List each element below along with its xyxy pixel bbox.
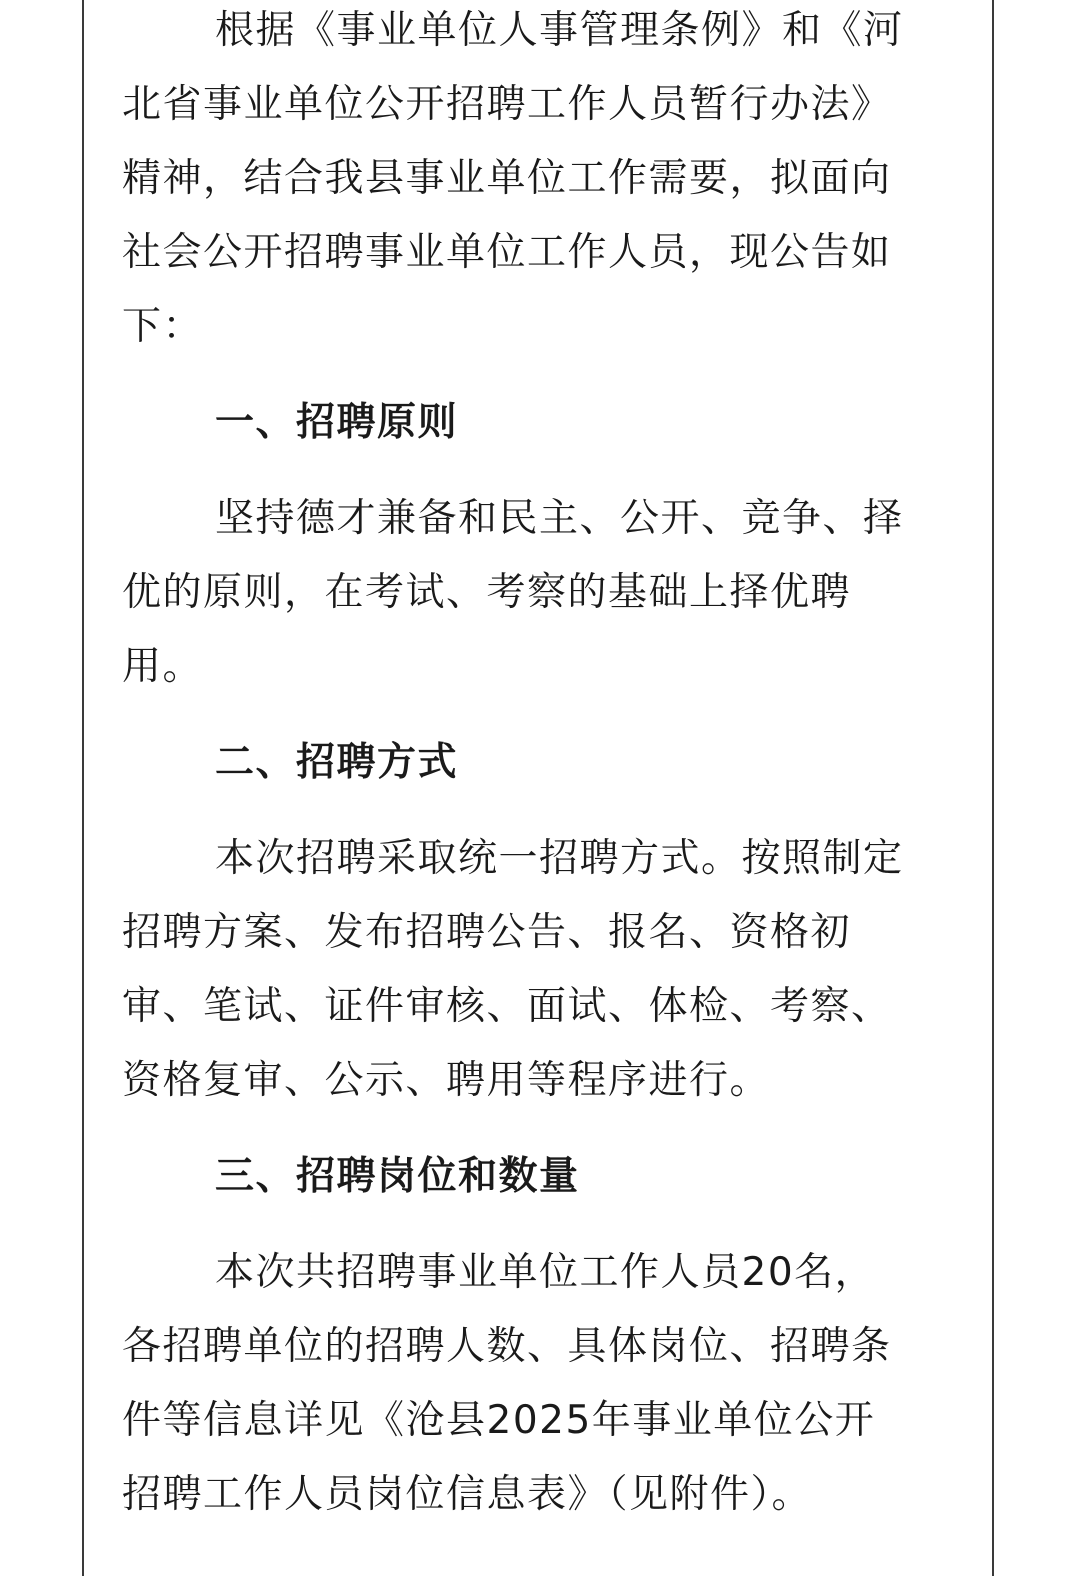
document-body (122, 0, 952, 1532)
section1-heading: 一、招聘原则 (215, 400, 459, 445)
section3-paragraph (122, 1236, 952, 1532)
section2-line-1: 本次招聘采取统一招聘方式。按照制定 (215, 836, 904, 881)
section1-paragraph (122, 482, 952, 704)
section3-line-3: 件等信息详见《沧县2025年事业单位公开 (122, 1398, 876, 1443)
section3-line-4: 招聘工作人员岗位信息表》（见附件）。 (122, 1472, 813, 1517)
section3-line-2: 各招聘单位的招聘人数、具体岗位、招聘条 (122, 1324, 892, 1369)
intro-line-5: 下： (122, 304, 204, 349)
section3-heading: 三、招聘岗位和数量 (215, 1154, 580, 1199)
intro-paragraph (122, 0, 952, 364)
intro-line-4: 社会公开招聘事业单位工作人员，现公告如 (122, 230, 892, 275)
intro-line-3: 精神，结合我县事业单位工作需要，拟面向 (122, 156, 892, 201)
intro-line-2: 北省事业单位公开招聘工作人员暂行办法》 (122, 82, 892, 127)
section1-line-2: 优的原则，在考试、考察的基础上择优聘 (122, 570, 852, 615)
section2-heading: 二、招聘方式 (215, 740, 459, 785)
intro-line-1: 根据《事业单位人事管理条例》和《河 (215, 8, 904, 53)
section2-line-2: 招聘方案、发布招聘公告、报名、资格初 (122, 910, 852, 955)
section2-line-4: 资格复审、公示、聘用等程序进行。 (122, 1058, 771, 1103)
section1-line-1: 坚持德才兼备和民主、公开、竞争、择 (215, 496, 904, 541)
section3-line-1: 本次共招聘事业单位工作人员20名， (215, 1250, 876, 1295)
section1-line-3: 用。 (122, 644, 204, 689)
section2-line-3: 审、笔试、证件审核、面试、体检、考察、 (122, 984, 892, 1029)
section2-paragraph (122, 822, 952, 1118)
